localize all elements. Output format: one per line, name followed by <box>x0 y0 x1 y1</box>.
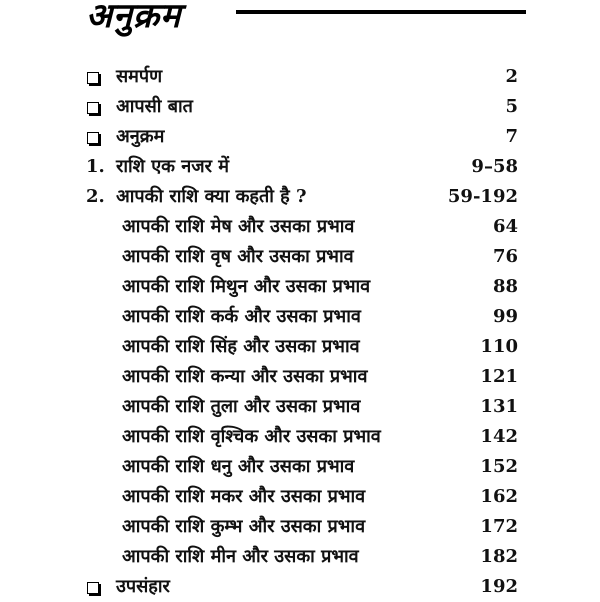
entry-page-number: 9–58 <box>471 156 518 177</box>
heading-block <box>86 0 526 44</box>
toc-entry[interactable] <box>86 422 518 452</box>
toc-entry[interactable] <box>86 302 518 332</box>
checkbox-bullet-icon <box>86 122 112 152</box>
entry-indent <box>86 392 112 422</box>
entry-page-number: 2 <box>505 66 518 87</box>
checkbox-bullet-icon <box>86 92 112 122</box>
entry-number <box>86 182 112 212</box>
entry-number <box>86 152 112 182</box>
entry-title: आपकी राशि वृष और उसका प्रभाव <box>122 246 354 267</box>
entry-title: आपकी राशि सिंह और उसका प्रभाव <box>122 336 360 357</box>
entry-title: उपसंहार <box>116 576 170 597</box>
entry-title: आपकी राशि तुला और उसका प्रभाव <box>122 396 361 417</box>
entry-page-number: 172 <box>480 516 518 537</box>
entry-indent <box>86 302 112 332</box>
toc-entry[interactable] <box>86 152 518 182</box>
entry-indent <box>86 242 112 272</box>
square-bullet-icon <box>87 72 99 84</box>
square-bullet-icon <box>87 582 99 594</box>
entry-indent <box>86 512 112 542</box>
square-bullet-icon <box>87 102 99 114</box>
entry-indent <box>86 212 112 242</box>
entry-title: आपकी राशि मकर और उसका प्रभाव <box>122 486 366 507</box>
entry-page-number: 7 <box>505 126 518 147</box>
entry-page-number: 162 <box>480 486 518 507</box>
toc-entry[interactable] <box>86 62 518 92</box>
entry-title: आपकी राशि कन्या और उसका प्रभाव <box>122 366 368 387</box>
entry-title: आपकी राशि मिथुन और उसका प्रभाव <box>122 276 371 297</box>
page-title: अनुक्रम <box>86 0 182 36</box>
toc-entry[interactable] <box>86 572 518 602</box>
toc-entry[interactable] <box>86 482 518 512</box>
toc-entry[interactable] <box>86 512 518 542</box>
entry-page-number: 192 <box>480 576 518 597</box>
entry-title: आपकी राशि कुम्भ और उसका प्रभाव <box>122 516 366 537</box>
toc-entry[interactable] <box>86 122 518 152</box>
entry-page-number: 182 <box>480 546 518 567</box>
table-of-contents <box>86 62 518 602</box>
square-bullet-icon <box>87 132 99 144</box>
entry-number-label: 1. <box>86 156 105 177</box>
entry-page-number: 76 <box>492 246 518 267</box>
entry-title: आपकी राशि धनु और उसका प्रभाव <box>122 456 355 477</box>
entry-indent <box>86 422 112 452</box>
entry-page-number: 5 <box>505 96 518 117</box>
toc-entry[interactable] <box>86 182 518 212</box>
entry-title: आपकी राशि क्या कहती है ? <box>116 186 307 207</box>
toc-entry[interactable] <box>86 392 518 422</box>
toc-entry[interactable] <box>86 92 518 122</box>
entry-page-number: 59-192 <box>447 186 518 207</box>
entry-title: आपकी राशि मेष और उसका प्रभाव <box>122 216 355 237</box>
checkbox-bullet-icon <box>86 62 112 92</box>
toc-entry[interactable] <box>86 212 518 242</box>
toc-entry[interactable] <box>86 332 518 362</box>
checkbox-bullet-icon <box>86 572 112 602</box>
entry-indent <box>86 362 112 392</box>
entry-title: समर्पण <box>116 66 163 87</box>
entry-indent <box>86 272 112 302</box>
heading-rule <box>236 10 526 14</box>
entry-title: आपकी राशि वृश्चिक और उसका प्रभाव <box>122 426 381 447</box>
entry-page-number: 131 <box>480 396 518 417</box>
entry-indent <box>86 482 112 512</box>
entry-indent <box>86 542 112 572</box>
entry-title: आपसी बात <box>116 96 193 117</box>
entry-page-number: 64 <box>492 216 518 237</box>
entry-page-number: 152 <box>480 456 518 477</box>
entry-title: आपकी राशि मीन और उसका प्रभाव <box>122 546 359 567</box>
entry-page-number: 99 <box>492 306 518 327</box>
entry-number-label: 2. <box>86 186 105 207</box>
entry-indent <box>86 332 112 362</box>
entry-title: राशि एक नजर में <box>116 156 229 177</box>
entry-page-number: 110 <box>480 336 518 357</box>
toc-entry[interactable] <box>86 542 518 572</box>
toc-entry[interactable] <box>86 362 518 392</box>
toc-entry[interactable] <box>86 242 518 272</box>
entry-title: आपकी राशि कर्क और उसका प्रभाव <box>122 306 361 327</box>
toc-entry[interactable] <box>86 272 518 302</box>
entry-title: अनुक्रम <box>116 126 165 147</box>
entry-page-number: 142 <box>480 426 518 447</box>
toc-entry[interactable] <box>86 452 518 482</box>
entry-indent <box>86 452 112 482</box>
entry-page-number: 88 <box>492 276 518 297</box>
entry-page-number: 121 <box>480 366 518 387</box>
